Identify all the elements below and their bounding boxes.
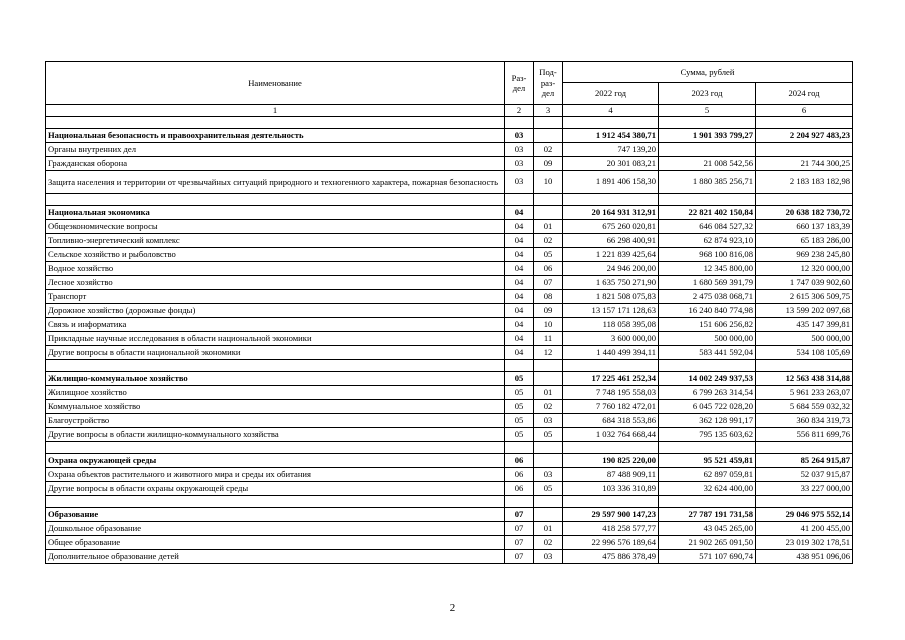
row-amount-2023: 43 045 265,00 xyxy=(659,521,756,535)
empty-cell xyxy=(534,441,563,453)
row-amount-2023: 27 787 191 731,58 xyxy=(659,507,756,521)
row-amount-2024: 360 834 319,73 xyxy=(756,413,853,427)
row-amount-2024: 2 204 927 483,23 xyxy=(756,128,853,142)
row-amount-2024: 969 238 245,80 xyxy=(756,247,853,261)
table-row xyxy=(46,275,853,289)
row-podrazdel: 02 xyxy=(534,535,563,549)
header-name: Наименование xyxy=(46,62,505,105)
section-row xyxy=(46,453,853,467)
table-row xyxy=(46,413,853,427)
row-amount-2022: 684 318 553,86 xyxy=(563,413,659,427)
row-podrazdel: 02 xyxy=(534,399,563,413)
row-razdel: 07 xyxy=(505,521,534,535)
row-amount-2024: 52 037 915,87 xyxy=(756,467,853,481)
table-body xyxy=(46,116,853,563)
row-podrazdel: 02 xyxy=(534,142,563,156)
row-razdel: 07 xyxy=(505,549,534,563)
row-name: Гражданская оборона xyxy=(46,156,505,170)
table-row xyxy=(46,219,853,233)
row-amount-2022: 1 032 764 668,44 xyxy=(563,427,659,441)
empty-cell xyxy=(46,116,505,128)
row-amount-2023: 571 107 690,74 xyxy=(659,549,756,563)
row-name: Национальная экономика xyxy=(46,205,505,219)
row-name: Благоустройство xyxy=(46,413,505,427)
row-razdel: 04 xyxy=(505,345,534,359)
row-amount-2024: 12 320 000,00 xyxy=(756,261,853,275)
row-amount-2023: 22 821 402 150,84 xyxy=(659,205,756,219)
row-amount-2023: 968 100 816,08 xyxy=(659,247,756,261)
table-row xyxy=(46,289,853,303)
empty-cell xyxy=(534,495,563,507)
row-amount-2022: 1 440 499 394,11 xyxy=(563,345,659,359)
row-amount-2023: 1 901 393 799,27 xyxy=(659,128,756,142)
row-amount-2024: 2 183 183 182,98 xyxy=(756,170,853,193)
table-row xyxy=(46,467,853,481)
row-razdel: 05 xyxy=(505,385,534,399)
row-amount-2023: 151 606 256,82 xyxy=(659,317,756,331)
empty-cell xyxy=(46,441,505,453)
row-amount-2022: 475 886 378,49 xyxy=(563,549,659,563)
header-year-2023: 2023 год xyxy=(659,83,756,105)
header-podrazdel: Под- раз- дел xyxy=(534,62,563,105)
row-amount-2023: 646 084 527,32 xyxy=(659,219,756,233)
row-name: Прикладные научные исследования в области национальной экономики xyxy=(46,331,505,345)
row-amount-2024: 500 000,00 xyxy=(756,331,853,345)
empty-cell xyxy=(505,359,534,371)
row-podrazdel: 03 xyxy=(534,413,563,427)
table-row xyxy=(46,481,853,495)
row-amount-2022: 87 488 909,11 xyxy=(563,467,659,481)
row-amount-2022: 1 821 508 075,83 xyxy=(563,289,659,303)
row-razdel: 05 xyxy=(505,427,534,441)
empty-cell xyxy=(534,116,563,128)
empty-cell xyxy=(563,495,659,507)
empty-cell xyxy=(563,116,659,128)
row-amount-2023: 362 128 991,17 xyxy=(659,413,756,427)
row-name: Другие вопросы в области охраны окружающей среды xyxy=(46,481,505,495)
row-name: Коммунальное хозяйство xyxy=(46,399,505,413)
row-amount-2024: 41 200 455,00 xyxy=(756,521,853,535)
page-number: 2 xyxy=(449,602,456,614)
table-row xyxy=(46,261,853,275)
row-razdel: 04 xyxy=(505,219,534,233)
row-podrazdel: 11 xyxy=(534,331,563,345)
row-amount-2023: 95 521 459,81 xyxy=(659,453,756,467)
row-amount-2024: 29 046 975 552,14 xyxy=(756,507,853,521)
row-name: Общеэкономические вопросы xyxy=(46,219,505,233)
empty-cell xyxy=(505,441,534,453)
row-name: Сельское хозяйство и рыболовство xyxy=(46,247,505,261)
table-row xyxy=(46,170,853,193)
row-amount-2023: 32 624 400,00 xyxy=(659,481,756,495)
row-name: Образование xyxy=(46,507,505,521)
row-razdel: 07 xyxy=(505,507,534,521)
row-amount-2024: 438 951 096,06 xyxy=(756,549,853,563)
row-name: Связь и информатика xyxy=(46,317,505,331)
row-amount-2022: 1 635 750 271,90 xyxy=(563,275,659,289)
row-amount-2024: 20 638 182 730,72 xyxy=(756,205,853,219)
row-amount-2022: 7 748 195 558,03 xyxy=(563,385,659,399)
row-amount-2023: 795 135 603,62 xyxy=(659,427,756,441)
row-razdel: 04 xyxy=(505,233,534,247)
row-podrazdel: 07 xyxy=(534,275,563,289)
row-amount-2024: 556 811 699,76 xyxy=(756,427,853,441)
section-row xyxy=(46,507,853,521)
row-razdel: 04 xyxy=(505,205,534,219)
row-amount-2024: 65 183 286,00 xyxy=(756,233,853,247)
table-row xyxy=(46,535,853,549)
row-podrazdel xyxy=(534,128,563,142)
table-row xyxy=(46,399,853,413)
row-razdel: 03 xyxy=(505,170,534,193)
table-row xyxy=(46,156,853,170)
row-amount-2023 xyxy=(659,142,756,156)
row-amount-2022: 3 600 000,00 xyxy=(563,331,659,345)
spacer-row xyxy=(46,495,853,507)
empty-cell xyxy=(756,495,853,507)
row-amount-2022: 13 157 171 128,63 xyxy=(563,303,659,317)
spacer-row xyxy=(46,116,853,128)
row-razdel: 06 xyxy=(505,467,534,481)
table-row xyxy=(46,427,853,441)
row-amount-2023: 1 880 385 256,71 xyxy=(659,170,756,193)
section-row xyxy=(46,371,853,385)
row-podrazdel: 12 xyxy=(534,345,563,359)
row-podrazdel: 09 xyxy=(534,156,563,170)
empty-cell xyxy=(659,116,756,128)
row-name: Лесное хозяйство xyxy=(46,275,505,289)
row-amount-2022: 66 298 400,91 xyxy=(563,233,659,247)
empty-cell xyxy=(534,193,563,205)
row-podrazdel xyxy=(534,205,563,219)
spacer-row xyxy=(46,193,853,205)
empty-cell xyxy=(563,193,659,205)
row-amount-2023: 583 441 592,04 xyxy=(659,345,756,359)
empty-cell xyxy=(505,495,534,507)
row-amount-2023: 6 799 263 314,54 xyxy=(659,385,756,399)
row-podrazdel xyxy=(534,371,563,385)
row-name: Охрана окружающей среды xyxy=(46,453,505,467)
col-number: 2 xyxy=(505,105,534,117)
row-amount-2023: 6 045 722 028,20 xyxy=(659,399,756,413)
row-podrazdel: 05 xyxy=(534,481,563,495)
row-name: Другие вопросы в области национальной экономики xyxy=(46,345,505,359)
empty-cell xyxy=(563,441,659,453)
header-sum-title: Сумма, рублей xyxy=(563,62,853,83)
row-razdel: 04 xyxy=(505,289,534,303)
row-amount-2022: 22 996 576 189,64 xyxy=(563,535,659,549)
row-podrazdel: 06 xyxy=(534,261,563,275)
empty-cell xyxy=(756,441,853,453)
row-amount-2024: 534 108 105,69 xyxy=(756,345,853,359)
row-amount-2024 xyxy=(756,142,853,156)
header-razdel: Раз- дел xyxy=(505,62,534,105)
col-number: 5 xyxy=(659,105,756,117)
row-amount-2022: 20 164 931 312,91 xyxy=(563,205,659,219)
row-amount-2023: 1 680 569 391,79 xyxy=(659,275,756,289)
row-amount-2022: 747 139,20 xyxy=(563,142,659,156)
empty-cell xyxy=(563,359,659,371)
empty-cell xyxy=(46,359,505,371)
row-razdel: 04 xyxy=(505,261,534,275)
header-year-2022: 2022 год xyxy=(563,83,659,105)
row-podrazdel: 01 xyxy=(534,219,563,233)
row-amount-2023: 21 008 542,56 xyxy=(659,156,756,170)
empty-cell xyxy=(756,193,853,205)
empty-cell xyxy=(659,359,756,371)
row-amount-2022: 1 912 454 380,71 xyxy=(563,128,659,142)
row-amount-2024: 33 227 000,00 xyxy=(756,481,853,495)
row-podrazdel: 01 xyxy=(534,385,563,399)
table-row xyxy=(46,345,853,359)
row-name: Водное хозяйство xyxy=(46,261,505,275)
table-row xyxy=(46,142,853,156)
row-amount-2024: 435 147 399,81 xyxy=(756,317,853,331)
empty-cell xyxy=(659,193,756,205)
row-podrazdel xyxy=(534,453,563,467)
empty-cell xyxy=(46,193,505,205)
row-amount-2022: 17 225 461 252,34 xyxy=(563,371,659,385)
row-amount-2022: 675 260 020,81 xyxy=(563,219,659,233)
table-row xyxy=(46,247,853,261)
row-name: Жилищно-коммунальное хозяйство xyxy=(46,371,505,385)
row-name: Национальная безопасность и правоохранительная деятельность xyxy=(46,128,505,142)
row-podrazdel xyxy=(534,507,563,521)
row-razdel: 07 xyxy=(505,535,534,549)
spacer-row xyxy=(46,359,853,371)
column-number-row xyxy=(46,105,853,117)
row-name: Жилищное хозяйство xyxy=(46,385,505,399)
row-amount-2023: 12 345 800,00 xyxy=(659,261,756,275)
row-amount-2023: 500 000,00 xyxy=(659,331,756,345)
row-name: Охрана объектов растительного и животного мира и среды их обитания xyxy=(46,467,505,481)
row-podrazdel: 03 xyxy=(534,549,563,563)
header-year-2024: 2024 год xyxy=(756,83,853,105)
row-amount-2022: 103 336 310,89 xyxy=(563,481,659,495)
empty-cell xyxy=(756,116,853,128)
row-name: Органы внутренних дел xyxy=(46,142,505,156)
row-amount-2022: 20 301 083,21 xyxy=(563,156,659,170)
row-amount-2024: 23 019 302 178,51 xyxy=(756,535,853,549)
table-row xyxy=(46,303,853,317)
row-amount-2024: 1 747 039 902,60 xyxy=(756,275,853,289)
row-amount-2022: 24 946 200,00 xyxy=(563,261,659,275)
row-amount-2023: 21 902 265 091,50 xyxy=(659,535,756,549)
table-row xyxy=(46,521,853,535)
row-name: Общее образование xyxy=(46,535,505,549)
row-amount-2022: 118 058 395,08 xyxy=(563,317,659,331)
row-amount-2022: 1 221 839 425,64 xyxy=(563,247,659,261)
row-name: Дорожное хозяйство (дорожные фонды) xyxy=(46,303,505,317)
row-razdel: 05 xyxy=(505,413,534,427)
empty-cell xyxy=(534,359,563,371)
row-amount-2022: 418 258 577,77 xyxy=(563,521,659,535)
row-razdel: 04 xyxy=(505,303,534,317)
row-podrazdel: 05 xyxy=(534,247,563,261)
row-podrazdel: 02 xyxy=(534,233,563,247)
row-amount-2022: 7 760 182 472,01 xyxy=(563,399,659,413)
empty-cell xyxy=(46,495,505,507)
row-name: Дополнительное образование детей xyxy=(46,549,505,563)
row-podrazdel: 01 xyxy=(534,521,563,535)
row-razdel: 04 xyxy=(505,331,534,345)
row-amount-2024: 85 264 915,87 xyxy=(756,453,853,467)
row-razdel: 06 xyxy=(505,453,534,467)
col-number: 6 xyxy=(756,105,853,117)
row-amount-2024: 13 599 202 097,68 xyxy=(756,303,853,317)
row-amount-2023: 2 475 038 068,71 xyxy=(659,289,756,303)
row-amount-2024: 21 744 300,25 xyxy=(756,156,853,170)
row-razdel: 04 xyxy=(505,275,534,289)
empty-cell xyxy=(505,116,534,128)
row-podrazdel: 05 xyxy=(534,427,563,441)
table-row xyxy=(46,331,853,345)
row-amount-2023: 62 874 923,10 xyxy=(659,233,756,247)
row-name: Защита населения и территории от чрезвычайных ситуаций природного и техногенного характера, пожарная безопасность xyxy=(46,170,505,193)
row-razdel: 05 xyxy=(505,399,534,413)
row-amount-2023: 14 002 249 937,53 xyxy=(659,371,756,385)
table-row xyxy=(46,233,853,247)
empty-cell xyxy=(659,495,756,507)
row-amount-2023: 62 897 059,81 xyxy=(659,467,756,481)
row-name: Дошкольное образование xyxy=(46,521,505,535)
col-number: 4 xyxy=(563,105,659,117)
row-razdel: 04 xyxy=(505,247,534,261)
row-amount-2023: 16 240 840 774,98 xyxy=(659,303,756,317)
row-razdel: 04 xyxy=(505,317,534,331)
section-row xyxy=(46,205,853,219)
empty-cell xyxy=(756,359,853,371)
row-amount-2024: 2 615 306 509,75 xyxy=(756,289,853,303)
row-amount-2022: 29 597 900 147,23 xyxy=(563,507,659,521)
row-amount-2022: 190 825 220,00 xyxy=(563,453,659,467)
row-podrazdel: 10 xyxy=(534,170,563,193)
row-razdel: 05 xyxy=(505,371,534,385)
row-podrazdel: 10 xyxy=(534,317,563,331)
row-name: Другие вопросы в области жилищно-коммунального хозяйства xyxy=(46,427,505,441)
row-razdel: 03 xyxy=(505,128,534,142)
row-amount-2024: 12 563 438 314,88 xyxy=(756,371,853,385)
table-row xyxy=(46,385,853,399)
row-razdel: 03 xyxy=(505,142,534,156)
table-row xyxy=(46,549,853,563)
budget-table xyxy=(45,61,853,564)
row-razdel: 06 xyxy=(505,481,534,495)
table-header xyxy=(46,62,853,117)
col-number: 3 xyxy=(534,105,563,117)
row-name: Топливно-энергетический комплекс xyxy=(46,233,505,247)
row-razdel: 03 xyxy=(505,156,534,170)
col-number: 1 xyxy=(46,105,505,117)
table-row xyxy=(46,317,853,331)
row-amount-2024: 660 137 183,39 xyxy=(756,219,853,233)
row-podrazdel: 09 xyxy=(534,303,563,317)
row-podrazdel: 08 xyxy=(534,289,563,303)
row-amount-2024: 5 684 559 032,32 xyxy=(756,399,853,413)
empty-cell xyxy=(505,193,534,205)
spacer-row xyxy=(46,441,853,453)
row-amount-2022: 1 891 406 158,30 xyxy=(563,170,659,193)
section-row xyxy=(46,128,853,142)
row-amount-2024: 5 961 233 263,07 xyxy=(756,385,853,399)
empty-cell xyxy=(659,441,756,453)
row-name: Транспорт xyxy=(46,289,505,303)
row-podrazdel: 03 xyxy=(534,467,563,481)
